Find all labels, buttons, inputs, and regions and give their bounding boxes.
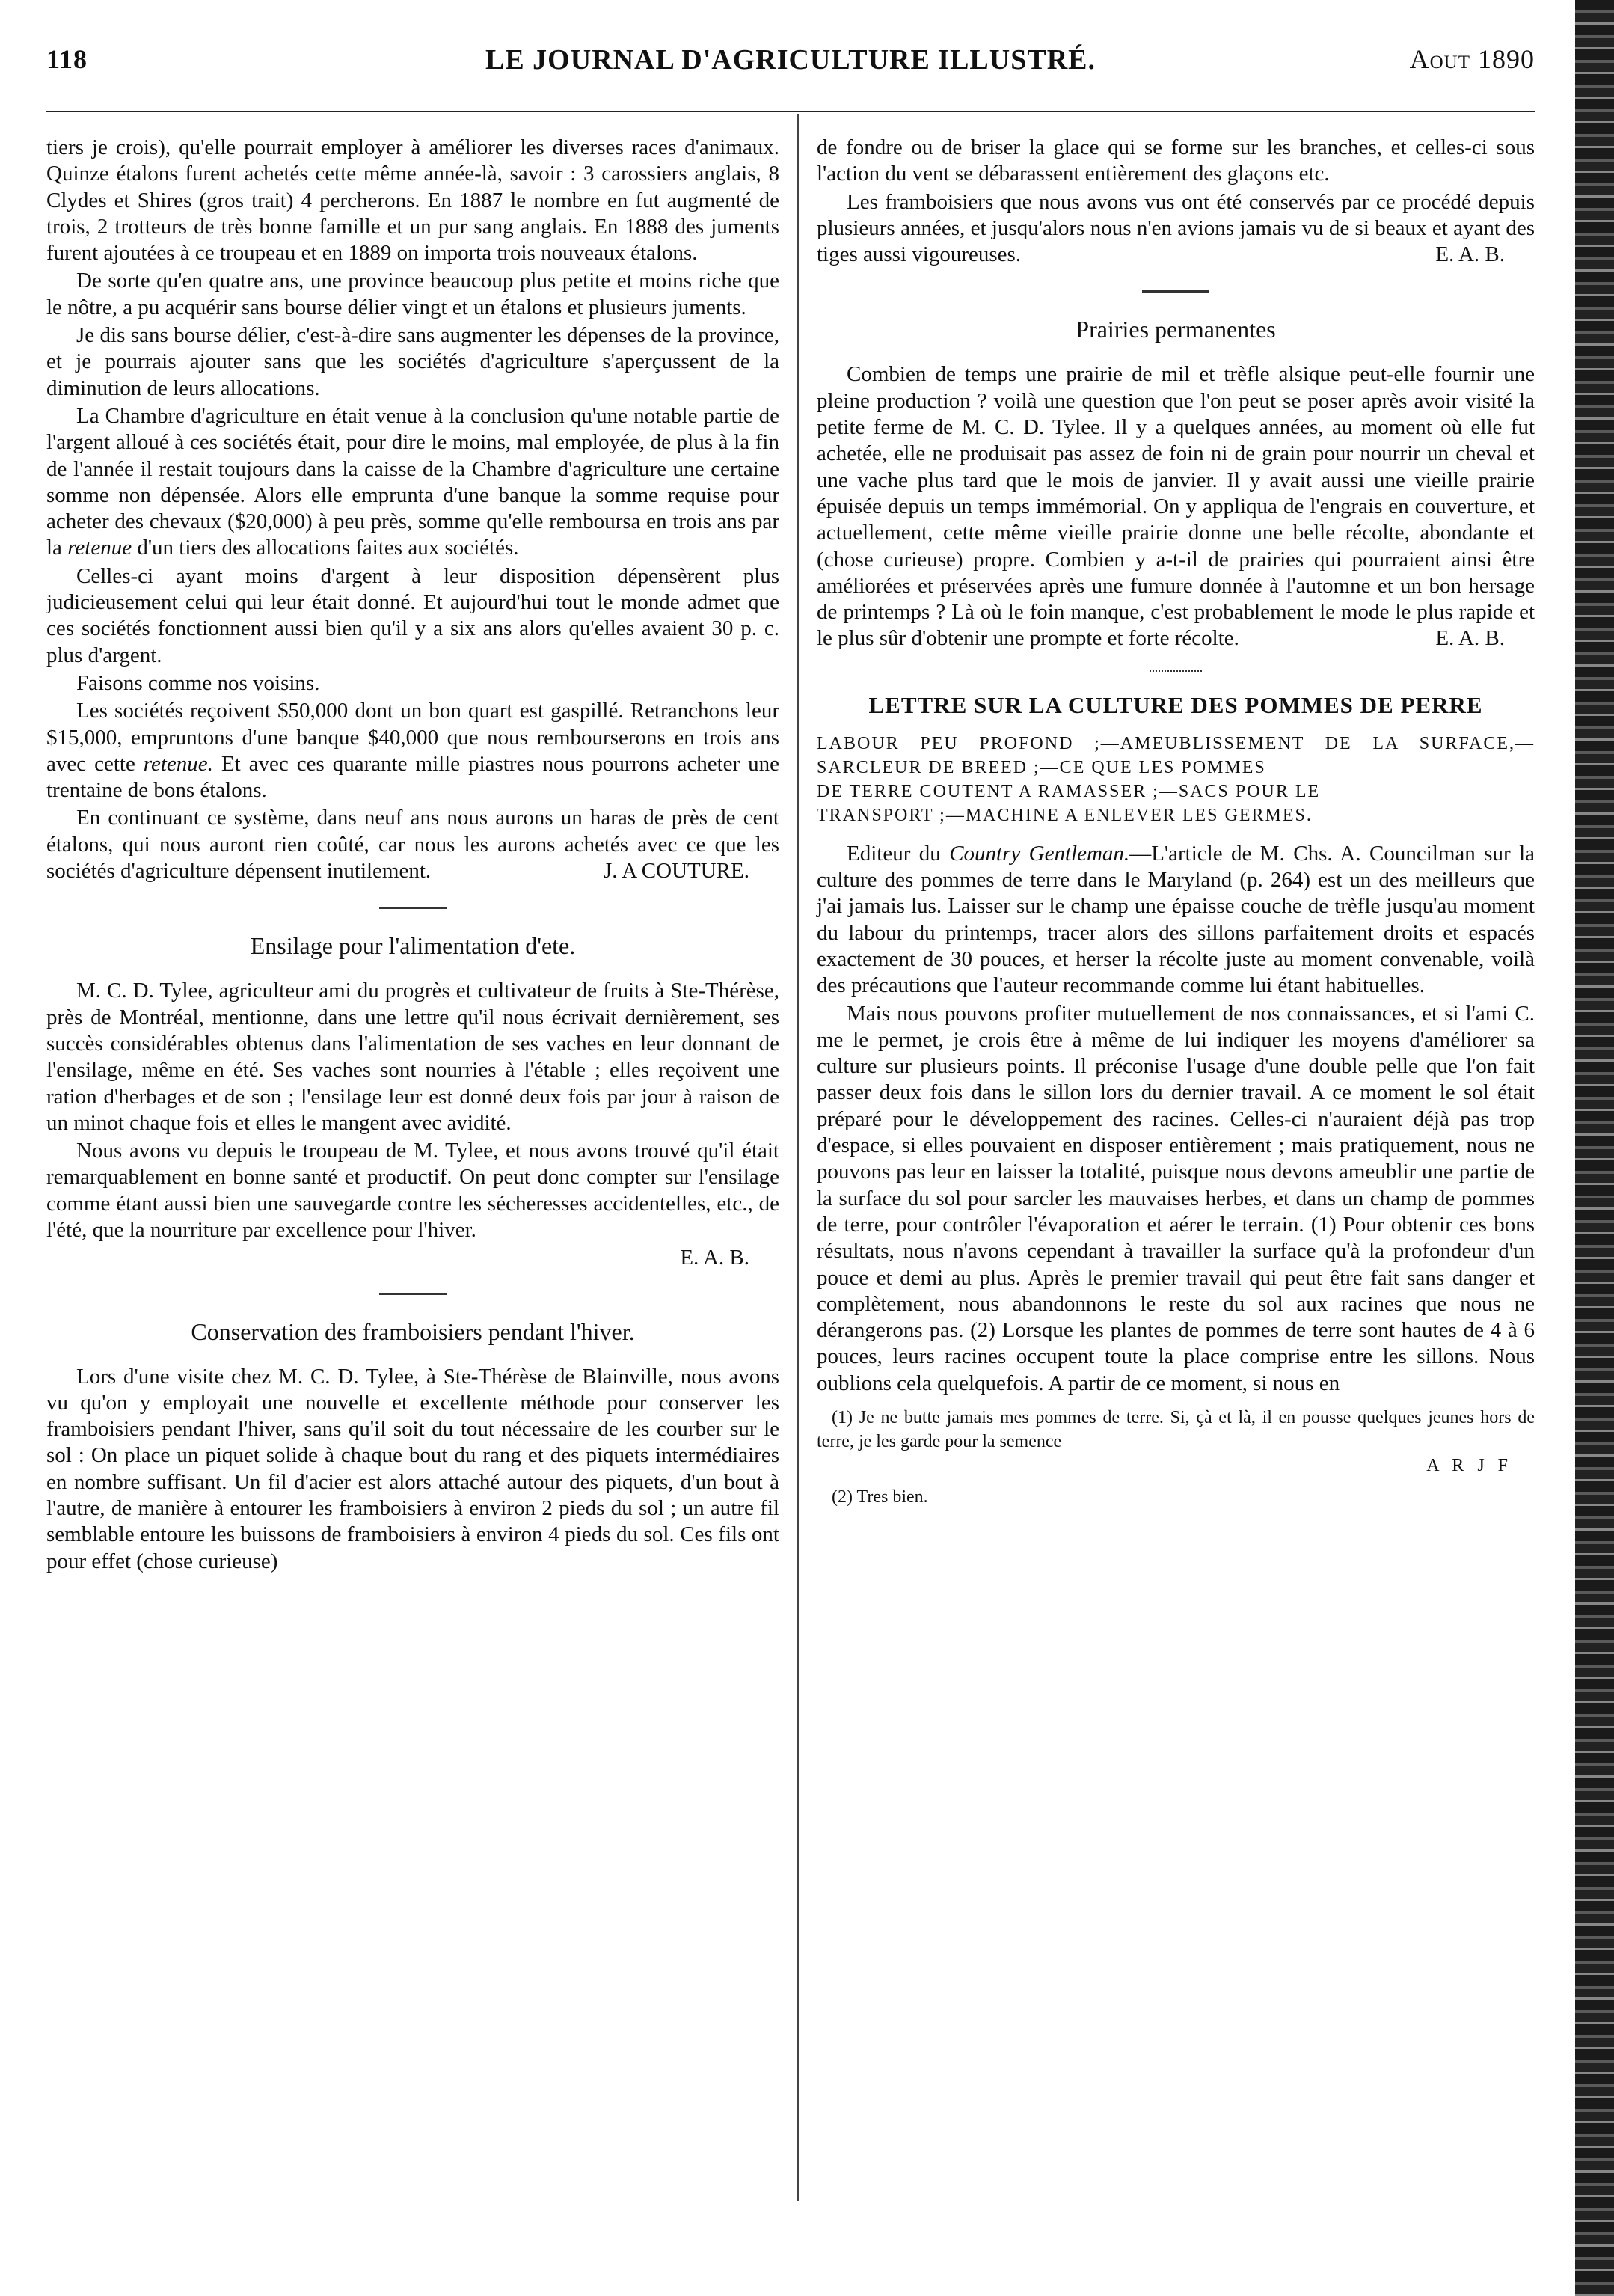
- signature: E. A. B.: [1435, 626, 1505, 651]
- subtitle-line: LABOUR PEU PROFOND ;—AMEUBLISSEMENT DE LA SURFACE,—SARCLEUR DE BREED ;—CE QUE LES POMMES: [817, 733, 1535, 777]
- section-title: Ensilage pour l'alimentation d'ete.: [250, 932, 576, 960]
- footnote-signature: A R J F: [1426, 1455, 1512, 1475]
- paragraph: La Chambre d'agriculture en était venue à la conclusion qu'une notable partie de l'argent alloué à ces sociétés était, pour dire le moins, mal employée, de plus à la fin de l'année il restait toujours dans la caisse de la Chambre d'agriculture une certaine somme non dépensée. Alors elle emprunta d'une banque la somme requise pour acheter des chevaux ($20,000) à peu près, somme qu'elle remboursa en trois ans par la retenue d'un tiers des allocations faites aux sociétés.: [46, 403, 779, 560]
- right-column: [817, 135, 1535, 1519]
- scan-edge: [1575, 0, 1614, 2296]
- section-separator: [379, 1293, 447, 1295]
- section-separator: [1142, 290, 1209, 293]
- paragraph: Je dis sans bourse délier, c'est-à-dire sans augmenter les dépenses de la province, et je pourrais ajouter sans que les sociétés d'agriculture s'aperçussent de la diminution de leurs allocations.: [46, 323, 779, 400]
- section-separator: [1150, 670, 1202, 672]
- paragraph: De sorte qu'en quatre ans, une province beaucoup plus petite et moins riche que le nôtre, a pu acquérir sans bourse délier vingt et un étalons et plusieurs juments.: [46, 269, 779, 319]
- section-title: Conservation des framboisiers pendant l'hiver.: [191, 1317, 635, 1345]
- section-title: Prairies permanentes: [1076, 316, 1276, 343]
- left-column: [46, 135, 779, 1576]
- footnote: (2) Tres bien.: [832, 1487, 928, 1507]
- paragraph: tiers je crois), qu'elle pourrait employer à améliorer les diverses races d'animaux. Quinze étalons furent achetés cette même année-là, savoir : 3 carossiers anglais, 8 Clydes et Shires (gros trait) 4 percherons. En 1887 le nombre en fut augmenté de trois, 2 trotteurs de très bonne famille et un pur sang anglais. En 1888 des juments furent ajoutées à ce troupeau et en 1889 on importa trois nouveaux étalons.: [46, 135, 779, 266]
- article-subtitles: [817, 732, 1535, 827]
- paragraph: Mais nous pouvons profiter mutuellement de nos connaissances, et si l'ami C. me le permet, je crois être à même de lui indiquer les moyens d'améliorer sa culture sur plusieurs points. Il préconise l'usage d'une double pelle que l'on fait passer deux fois dans le sillon lors du dernier travail. A ce moment le sol était préparé pour le développement des racines. Celles-ci n'auraient déjà pas trop d'espace, si elles pouvaient en disposer entièrement ; mais pratiquement, nous ne pouvons pas leur en laisser la totalité, puisque nous devons ameublir une partie de la surface du sol pour sarcler les mauvaises herbes, et dans un champ de pommes de terre, pour contrôler l'évaporation et aérer le terrain. (1) Pour obtenir ces bons résultats, nous n'avons cependant à travailler la surface qu'à la profondeur d'un pouce et demi au plus. Après le premier travail qui peut être fait sans danger et complètement, nous abandonnons le reste du sol aux racines que nous ne dérangerons pas. (2) Lorsque les plantes de pommes de terre sont hautes de 4 à 6 pouces, leurs racines occupent toute la place comprise entre les sillons. Nous oublions cela quelquefois. A partir de ce moment, si nous en: [817, 1001, 1535, 1395]
- subtitle-line: DE TERRE COUTENT A RAMASSER ;—SACS POUR LE: [817, 781, 1321, 801]
- paragraph: Nous avons vu depuis le troupeau de M. Tylee, et nous avons trouvé qu'il était remarquablement en bonne santé et productif. On peut donc compter sur l'ensilage comme étant aussi bien une sauvegarde contre les sécheresses accidentelles, etc., de l'été, que la nourriture par excellence pour l'hiver.: [46, 1139, 779, 1242]
- italic-word: retenue: [67, 536, 132, 560]
- signature: E. A. B.: [680, 1246, 749, 1270]
- column-divider: [797, 114, 799, 2201]
- paragraph: Celles-ci ayant moins d'argent à leur disposition dépensèrent plus judicieusement celui qui leur était donné. Et aujourd'hui tout le monde admet que ces sociétés fonctionnent aussi bien qu'il y a six ans alors qu'elles avaient 30 p. c. plus d'argent.: [46, 563, 779, 667]
- paragraph: de fondre ou de briser la glace qui se forme sur les branches, et celles-ci sous l'action du vent se débarassent entièrement des glaçons etc.: [817, 135, 1535, 186]
- paragraph: Combien de temps une prairie de mil et trèfle alsique peut-elle fournir une pleine production ? voilà une question que l'on peut se poser après avoir visité la petite ferme de M. C. D. Tylee. Il y a quelques années, au moment où elle fut achetée, elle ne produisait pas assez de foin ni de grain pour nourrir un cheval et une vache plus tard que le mois de janvier. Il y avait aussi une vieille prairie épuisée depuis un temps immémorial. On y appliqua de l'engrais en couverture, et actuellement, cette même vieille prairie donne une belle récolte, abondante et (chose curieuse) propre. Combien y a-t-il de prairies qui pourraient ainsi être améliorées et préservées après une fumure donnée à l'automne et un bon hersage de printemps ? Là où le foin manque, c'est probablement le mode le plus rapide et le plus sûr d'obtenir une prompte et forte récolte. E. A. B.: [817, 361, 1535, 652]
- paragraph: Les sociétés reçoivent $50,000 dont un bon quart est gaspillé. Retranchons leur $15,000, empruntons d'une banque $40,000 que nous rembourserons en trois ans avec cette retenue. Et avec ces quarante mille piastres nous pourrons acheter une trentaine de bons étalons.: [46, 699, 779, 803]
- footnote: (1) Je ne butte jamais mes pommes de terre. Si, çà et là, il en pousse quelques jeunes hors de terre, je les garde pour la semence: [817, 1407, 1535, 1451]
- signature: J. A COUTURE.: [604, 859, 749, 884]
- subtitle-line: TRANSPORT ;—MACHINE A ENLEVER LES GERMES.: [817, 805, 1313, 825]
- header-rule: [46, 111, 1535, 112]
- italic-word: retenue.: [143, 751, 213, 776]
- issue-date: Aout 1890: [1409, 44, 1535, 74]
- page-number: 118: [46, 44, 88, 74]
- paragraph: Faisons comme nos voisins.: [76, 670, 320, 695]
- paragraph: Editeur du Country Gentleman.—L'article de M. Chs. A. Councilman sur la culture des pommes de terre dans le Maryland (p. 264) est un des meilleurs que j'ai jamais lus. Laisser sur le champ une épaisse couche de trèfle jusqu'au moment du labour du printemps, tracer alors des sillons parfaitement droits et espacés exactement de 30 pouces, et herser la récolte juste au moment convenable, voilà des précautions que l'auteur recommande comme lui étant habituelles.: [817, 841, 1535, 998]
- page-header: [46, 43, 1535, 85]
- journal-title: LE JOURNAL D'AGRICULTURE ILLUSTRÉ.: [485, 44, 1096, 76]
- signature: E. A. B.: [1435, 242, 1505, 267]
- footnotes: [817, 1406, 1535, 1509]
- paragraph: Lors d'une visite chez M. C. D. Tylee, à Ste-Thérèse de Blainville, nous avons vu qu'on y employait une nouvelle et excellente méthode pour conserver les framboisiers pendant l'hiver, sans qu'il soit du tout nécessaire de les courber sur le sol : On place un piquet solide à chaque bout du rang et des piquets intermédiaires en nombre suffisant. Un fil d'acier est alors attaché autour des piquets, d'un bout à l'autre, de manière à entourer les framboisiers à environ 2 pieds du sol ; un autre fil semblable entoure les buissons de framboisiers à environ 4 pieds du sol. Ces fils ont pour effet (chose curieuse): [46, 1364, 779, 1573]
- paragraph: M. C. D. Tylee, agriculteur ami du progrès et cultivateur de fruits à Ste-Thérèse, près de Montréal, mentionne, dans une lettre qu'il nous écrivait dernièrement, ses succès considérables obtenus dans l'alimentation de ses vaches en leur donnant de l'ensilage, même en été. Ses vaches sont nourries à l'étable ; elles reçoivent une ration d'herbages et de son ; l'ensilage leur est donné deux fois par jour à raison de un minot chaque fois et elles le mangent avec avidité.: [46, 979, 779, 1135]
- journal-name: Country Gentleman.: [949, 841, 1130, 866]
- section-separator: [379, 907, 447, 909]
- article-title: LETTRE SUR LA CULTURE DES POMMES DE PERRE: [868, 691, 1483, 718]
- paragraph: Les framboisiers que nous avons vus ont été conservés par ce procédé depuis plusieurs années, et jusqu'alors nous n'en avions jamais vu de si beaux et ayant des tiges aussi vigoureuses. E. A. B.: [817, 189, 1535, 269]
- paragraph: En continuant ce système, dans neuf ans nous aurons un haras de près de cent étalons, qui nous auront rien coûté, car nous les aurons achetés avec ce que les sociétés d'agriculture dépensent inutilement. J. A COUTURE.: [46, 805, 779, 884]
